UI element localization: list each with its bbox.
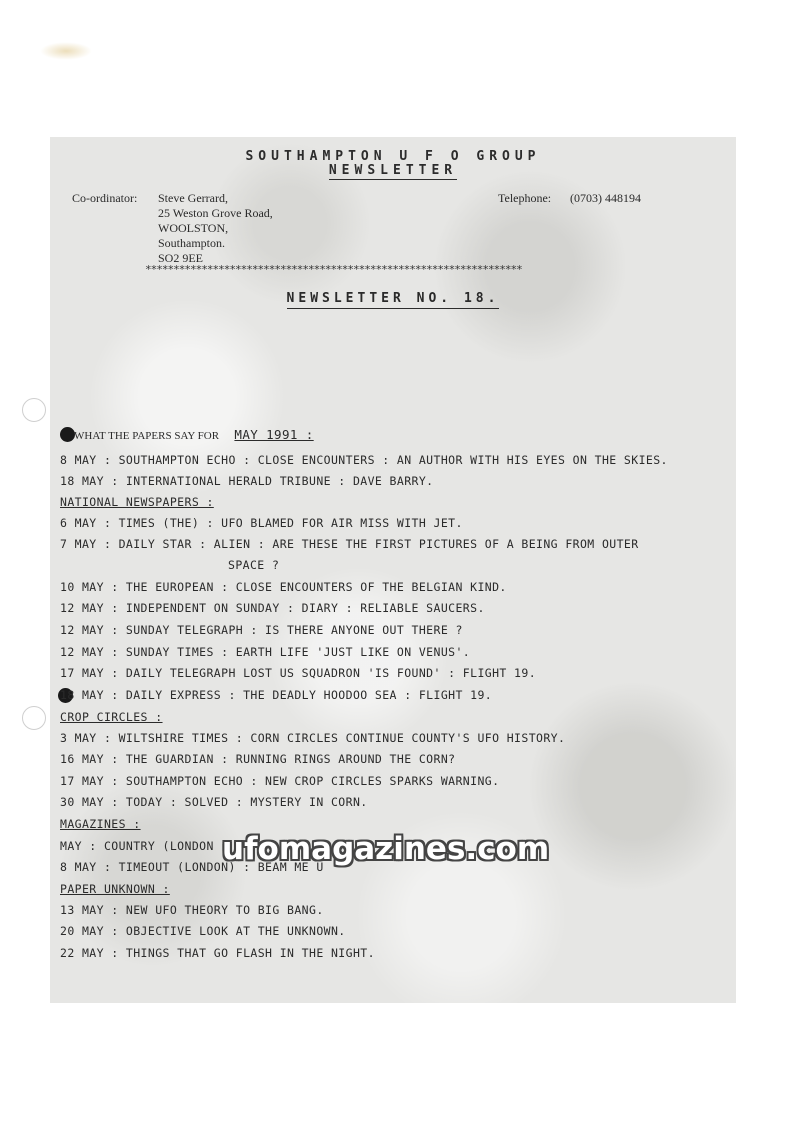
crop-circles-heading: CROP CIRCLES :: [60, 710, 163, 724]
newsletter-page: [50, 137, 736, 1003]
address-line: WOOLSTON,: [158, 221, 229, 235]
list-item: 12 MAY : SUNDAY TIMES : EARTH LIFE 'JUST LIKE ON VENUS'.: [60, 645, 471, 659]
watermark: ufomagazines.com: [222, 831, 550, 867]
list-item: 22 MAY : THINGS THAT GO FLASH IN THE NIGHT.: [60, 946, 375, 960]
telephone-number: (0703) 448194: [570, 191, 641, 205]
address-line: Steve Gerrard,: [158, 191, 228, 205]
address-line: Southampton.: [158, 236, 226, 250]
list-item-continuation: SPACE ?: [228, 558, 280, 572]
telephone-label: Telephone:: [498, 191, 552, 205]
list-item: 16 MAY : THE GUARDIAN : RUNNING RINGS AROUND THE CORN?: [60, 752, 456, 766]
newsletter-subtitle: NEWSLETTER: [328, 163, 458, 178]
ink-blot: [60, 427, 75, 442]
asterisk-divider: *******************************************************************: [145, 263, 522, 276]
list-item: 30 MAY : TODAY : SOLVED : MYSTERY IN CORN.: [60, 795, 368, 809]
address-line: SO2 9EE: [158, 251, 203, 265]
punch-hole-upper: [22, 398, 46, 422]
group-name: SOUTHAMPTON U F O GROUP: [245, 149, 541, 164]
list-item: 7 MAY : DAILY STAR : ALIEN : ARE THESE THE FIRST PICTURES OF A BEING FROM OUTER: [60, 537, 639, 551]
list-item: 17 MAY : SOUTHAMPTON ECHO : NEW CROP CIRCLES SPARKS WARNING.: [60, 774, 500, 788]
list-item: 8 MAY : SOUTHAMPTON ECHO : CLOSE ENCOUNTERS : AN AUTHOR WITH HIS EYES ON THE SKIES.: [60, 453, 668, 467]
list-item: 6 MAY : TIMES (THE) : UFO BLAMED FOR AIR MISS WITH JET.: [60, 516, 463, 530]
list-item: 18 MAY : INTERNATIONAL HERALD TRIBUNE : DAVE BARRY.: [60, 474, 434, 488]
list-item: 17 MAY : DAILY TELEGRAPH LOST US SQUADRON 'IS FOUND' : FLIGHT 19.: [60, 666, 537, 680]
paper-unknown-heading: PAPER UNKNOWN :: [60, 882, 170, 896]
list-item: 8 MAY : TIMEOUT (LONDON) : BEAM ME U: [60, 860, 324, 874]
coordinator-label: Co-ordinator:: [72, 191, 138, 205]
papers-heading: WHAT THE PAPERS SAY FOR MAY 1991 :: [74, 427, 314, 442]
list-item: 13 MAY : NEW UFO THEORY TO BIG BANG.: [60, 903, 324, 917]
list-item: 12 MAY : INDEPENDENT ON SUNDAY : DIARY : RELIABLE SAUCERS.: [60, 601, 485, 615]
list-item: 12 MAY : SUNDAY TELEGRAPH : IS THERE ANYONE OUT THERE ?: [60, 623, 463, 637]
address-line: 25 Weston Grove Road,: [158, 206, 273, 220]
list-item: 18 MAY : DAILY EXPRESS : THE DEADLY HOODOO SEA : FLIGHT 19.: [60, 688, 493, 702]
list-item: 20 MAY : OBJECTIVE LOOK AT THE UNKNOWN.: [60, 924, 346, 938]
list-item: MAY : COUNTRY (LONDON: [60, 839, 214, 853]
list-item: 3 MAY : WILTSHIRE TIMES : CORN CIRCLES CONTINUE COUNTY'S UFO HISTORY.: [60, 731, 566, 745]
coordinator-address: [158, 191, 273, 266]
list-item: 10 MAY : THE EUROPEAN : CLOSE ENCOUNTERS OF THE BELGIAN KIND.: [60, 580, 507, 594]
national-heading: NATIONAL NEWSPAPERS :: [60, 495, 214, 509]
issue-title: NEWSLETTER NO. 18.: [50, 291, 736, 306]
magazines-heading: MAGAZINES :: [60, 817, 141, 831]
paper-stain: [40, 42, 92, 60]
punch-hole-lower: [22, 706, 46, 730]
